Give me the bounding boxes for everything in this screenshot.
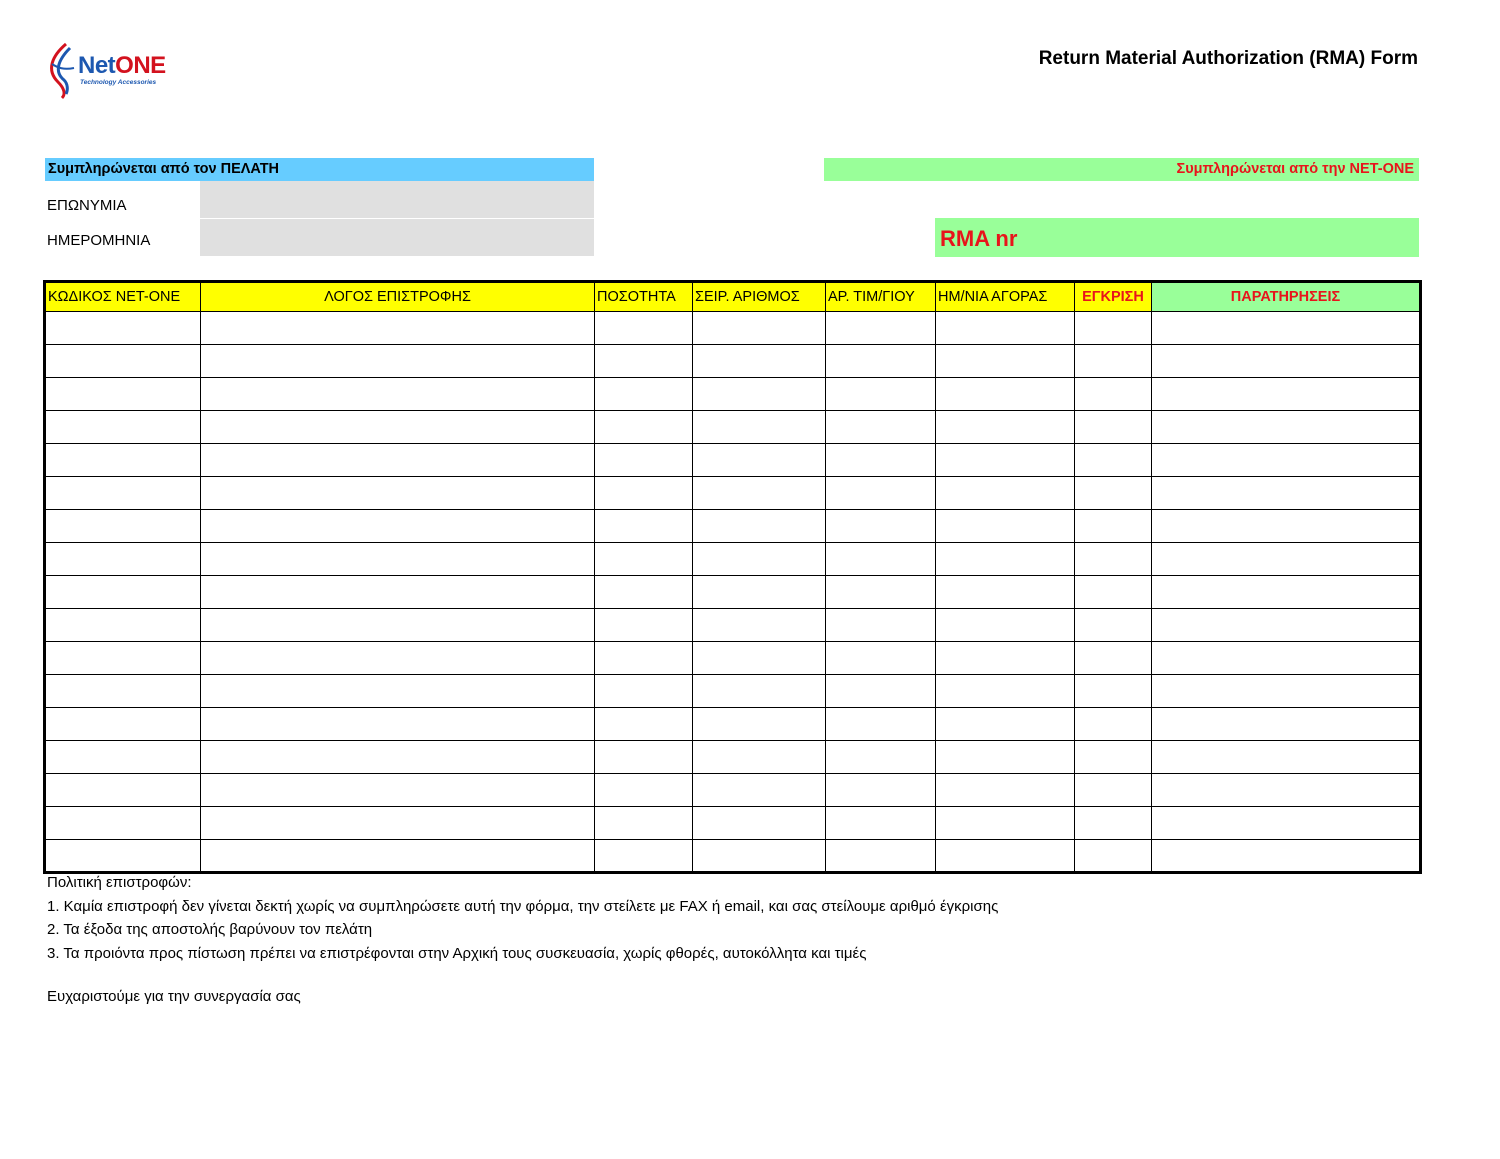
table-cell[interactable] [595, 609, 693, 642]
table-cell[interactable] [693, 774, 826, 807]
table-cell[interactable] [1075, 477, 1152, 510]
customer-section-header: Συμπληρώνεται από τον ΠΕΛΑΤΗ [45, 158, 594, 181]
table-cell[interactable] [1152, 477, 1421, 510]
table-cell[interactable] [936, 312, 1075, 345]
policy-item: 2. Τα έξοδα της αποστολής βαρύνουν τον πελάτη [47, 921, 373, 938]
table-cell[interactable] [45, 642, 201, 675]
policy-item: 3. Τα προιόντα προς πίστωση πρέπει να επιστρέφονται στην Αρχική τους συσκευασία, χωρίς φθορές, αυτοκόλλητα και τιμές [47, 944, 867, 962]
table-cell[interactable] [595, 543, 693, 576]
table-cell[interactable] [1152, 444, 1421, 477]
table-cell[interactable] [826, 543, 936, 576]
table-cell[interactable] [595, 378, 693, 411]
table-cell[interactable] [826, 378, 936, 411]
table-cell[interactable] [595, 345, 693, 378]
table-cell[interactable] [595, 807, 693, 840]
table-cell[interactable] [1152, 576, 1421, 609]
table-cell[interactable] [45, 444, 201, 477]
table-cell[interactable] [1152, 345, 1421, 378]
col-header-reason: ΛΟΓΟΣ ΕΠΙΣΤΡΟΦΗΣ [201, 282, 595, 312]
table-cell[interactable] [1152, 378, 1421, 411]
table-cell[interactable] [693, 807, 826, 840]
col-header-approval: ΕΓΚΡΙΣΗ [1075, 282, 1152, 312]
table-cell[interactable] [936, 510, 1075, 543]
table-cell[interactable] [826, 642, 936, 675]
rma-number-field[interactable] [935, 218, 1419, 257]
table-cell[interactable] [936, 609, 1075, 642]
table-cell[interactable] [595, 675, 693, 708]
col-header-invoice: ΑΡ. ΤΙΜ/ΓΙΟΥ [826, 282, 936, 312]
table-cell[interactable] [826, 774, 936, 807]
table-row [45, 741, 1421, 774]
table-cell[interactable] [1075, 345, 1152, 378]
table-cell[interactable] [595, 576, 693, 609]
table-cell[interactable] [693, 477, 826, 510]
closing-note: Ευχαριστούμε για την συνεργασία σας [47, 988, 301, 1005]
return-policy [47, 871, 998, 965]
table-cell[interactable] [1152, 312, 1421, 345]
table-cell[interactable] [936, 807, 1075, 840]
table-cell[interactable] [1075, 840, 1152, 873]
table-row [45, 345, 1421, 378]
table-cell[interactable] [595, 510, 693, 543]
table-cell[interactable] [595, 312, 693, 345]
table-row [45, 708, 1421, 741]
table-cell[interactable] [201, 411, 595, 444]
table-cell[interactable] [45, 411, 201, 444]
table-cell[interactable] [826, 840, 936, 873]
table-row [45, 477, 1421, 510]
table-row [45, 807, 1421, 840]
netone-logo [44, 42, 184, 100]
table-cell[interactable] [693, 378, 826, 411]
table-cell[interactable] [693, 609, 826, 642]
table-cell[interactable] [936, 642, 1075, 675]
rma-items-table [43, 280, 1422, 874]
table-cell[interactable] [936, 741, 1075, 774]
table-row [45, 411, 1421, 444]
table-cell[interactable] [45, 312, 201, 345]
policy-item: 1. Καμία επιστροφή δεν γίνεται δεκτή χωρίς να συμπληρώσετε αυτή την φόρμα, την στείλετε με FAX ή email, και σας στείλουμε αριθμό έγκρισης [47, 897, 999, 915]
table-cell[interactable] [1152, 411, 1421, 444]
table-cell[interactable] [693, 741, 826, 774]
table-cell[interactable] [693, 642, 826, 675]
table-cell[interactable] [826, 807, 936, 840]
table-row [45, 378, 1421, 411]
table-cell[interactable] [1075, 774, 1152, 807]
table-cell[interactable] [826, 609, 936, 642]
table-cell[interactable] [826, 345, 936, 378]
table-row [45, 510, 1421, 543]
table-cell[interactable] [693, 345, 826, 378]
table-cell[interactable] [936, 444, 1075, 477]
table-cell[interactable] [201, 609, 595, 642]
table-cell[interactable] [595, 741, 693, 774]
table-cell[interactable] [45, 510, 201, 543]
table-cell[interactable] [826, 741, 936, 774]
table-body [45, 312, 1421, 873]
table-cell[interactable] [201, 807, 595, 840]
table-cell[interactable] [693, 840, 826, 873]
table-cell[interactable] [1152, 774, 1421, 807]
table-cell[interactable] [693, 708, 826, 741]
table-cell[interactable] [693, 543, 826, 576]
table-cell[interactable] [45, 741, 201, 774]
table-cell[interactable] [936, 477, 1075, 510]
table-cell[interactable] [936, 411, 1075, 444]
table-cell[interactable] [1075, 741, 1152, 774]
table-cell[interactable] [1152, 675, 1421, 708]
table-row [45, 774, 1421, 807]
table-cell[interactable] [693, 444, 826, 477]
table-cell[interactable] [201, 675, 595, 708]
table-cell[interactable] [201, 345, 595, 378]
table-cell[interactable] [595, 642, 693, 675]
table-cell[interactable] [595, 840, 693, 873]
table-cell[interactable] [1152, 609, 1421, 642]
table-cell[interactable] [936, 576, 1075, 609]
table-cell[interactable] [1152, 741, 1421, 774]
table-cell[interactable] [201, 477, 595, 510]
policy-title: Πολιτική επιστροφών: [47, 874, 192, 891]
table-cell[interactable] [1152, 708, 1421, 741]
table-cell[interactable] [936, 345, 1075, 378]
table-cell[interactable] [201, 741, 595, 774]
table-cell[interactable] [201, 510, 595, 543]
table-cell[interactable] [201, 642, 595, 675]
table-cell[interactable] [1075, 675, 1152, 708]
table-row [45, 312, 1421, 345]
table-cell[interactable] [45, 840, 201, 873]
table-cell[interactable] [45, 345, 201, 378]
table-cell[interactable] [693, 312, 826, 345]
col-header-purchase-date: ΗΜ/ΝΙΑ ΑΓΟΡΑΣ [936, 282, 1075, 312]
company-name-label: ΕΠΩΝΥΜΙΑ [47, 197, 127, 214]
table-cell[interactable] [936, 675, 1075, 708]
table-cell[interactable] [201, 576, 595, 609]
table-cell[interactable] [826, 576, 936, 609]
col-header-notes: ΠΑΡΑΤΗΡΗΣΕΙΣ [1152, 282, 1421, 312]
table-cell[interactable] [595, 708, 693, 741]
table-row [45, 675, 1421, 708]
table-cell[interactable] [201, 444, 595, 477]
table-cell[interactable] [1075, 510, 1152, 543]
table-cell[interactable] [826, 708, 936, 741]
table-cell[interactable] [1152, 642, 1421, 675]
table-cell[interactable] [201, 378, 595, 411]
table-cell[interactable] [826, 312, 936, 345]
table-cell[interactable] [1075, 543, 1152, 576]
table-cell[interactable] [595, 477, 693, 510]
table-cell[interactable] [826, 411, 936, 444]
form-title: Return Material Authorization (RMA) Form [1038, 48, 1418, 69]
date-label: ΗΜΕΡΟΜΗΝΙΑ [47, 232, 151, 249]
table-cell[interactable] [201, 543, 595, 576]
table-cell[interactable] [45, 774, 201, 807]
table-cell[interactable] [693, 675, 826, 708]
table-cell[interactable] [45, 807, 201, 840]
table-cell[interactable] [936, 708, 1075, 741]
table-cell[interactable] [1075, 708, 1152, 741]
date-field[interactable] [200, 219, 594, 256]
table-cell[interactable] [45, 708, 201, 741]
logo-tagline: Technology Accessories [80, 79, 157, 86]
table-cell[interactable] [1152, 510, 1421, 543]
logo-wordmark: NetONE [78, 52, 166, 79]
table-cell[interactable] [1152, 840, 1421, 873]
table-cell[interactable] [1075, 609, 1152, 642]
table-cell[interactable] [201, 774, 595, 807]
table-row [45, 642, 1421, 675]
table-cell[interactable] [1075, 642, 1152, 675]
table-cell[interactable] [1152, 807, 1421, 840]
table-cell[interactable] [936, 840, 1075, 873]
col-header-serial: ΣΕΙΡ. ΑΡΙΘΜΟΣ [693, 282, 826, 312]
table-cell[interactable] [595, 774, 693, 807]
table-cell[interactable] [1152, 543, 1421, 576]
table-cell[interactable] [936, 543, 1075, 576]
table-cell[interactable] [693, 576, 826, 609]
table-cell[interactable] [693, 510, 826, 543]
table-cell[interactable] [595, 444, 693, 477]
table-cell[interactable] [1075, 576, 1152, 609]
table-cell[interactable] [45, 576, 201, 609]
table-cell[interactable] [595, 411, 693, 444]
table-cell[interactable] [936, 378, 1075, 411]
table-row [45, 543, 1421, 576]
table-header-row [45, 282, 1421, 312]
table-cell[interactable] [936, 774, 1075, 807]
col-header-quantity: ΠΟΣΟΤΗΤΑ [595, 282, 693, 312]
table-cell[interactable] [201, 312, 595, 345]
netone-section-header: Συμπληρώνεται από την NET-ONE [824, 158, 1419, 181]
table-cell[interactable] [826, 444, 936, 477]
table-row [45, 444, 1421, 477]
table-row [45, 609, 1421, 642]
table-cell[interactable] [826, 675, 936, 708]
table-cell[interactable] [1075, 807, 1152, 840]
table-cell[interactable] [1075, 411, 1152, 444]
table-cell[interactable] [693, 411, 826, 444]
table-cell[interactable] [826, 477, 936, 510]
company-name-field[interactable] [200, 181, 594, 218]
table-row [45, 840, 1421, 873]
table-cell[interactable] [1075, 312, 1152, 345]
table-cell[interactable] [45, 675, 201, 708]
table-cell[interactable] [45, 378, 201, 411]
rma-number-label: RMA nr [940, 226, 1018, 251]
table-cell[interactable] [45, 477, 201, 510]
table-cell[interactable] [201, 840, 595, 873]
table-row [45, 576, 1421, 609]
table-cell[interactable] [201, 708, 595, 741]
table-cell[interactable] [1075, 378, 1152, 411]
col-header-code: ΚΩΔΙΚΟΣ NET-ONE [45, 282, 201, 312]
table-cell[interactable] [826, 510, 936, 543]
table-cell[interactable] [1075, 444, 1152, 477]
table-cell[interactable] [45, 609, 201, 642]
table-cell[interactable] [45, 543, 201, 576]
